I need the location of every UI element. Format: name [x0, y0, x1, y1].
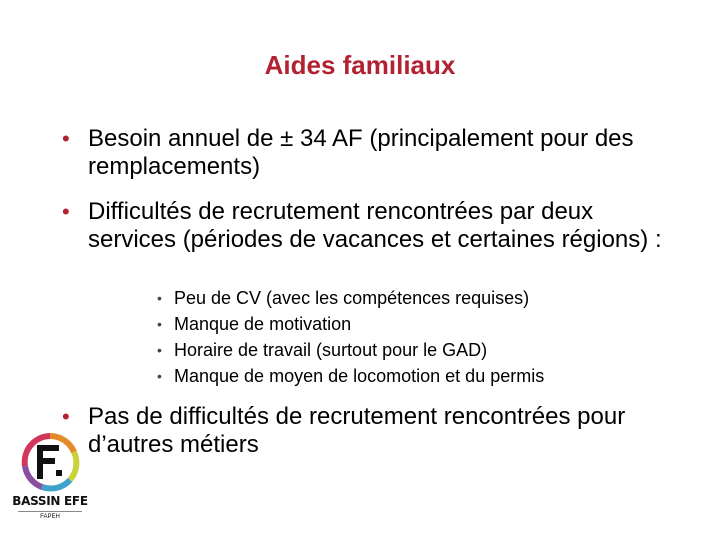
- bullet-text: Pas de difficultés de recrutement rencontrées pour d’autres métiers: [88, 403, 626, 458]
- sub-bullet-text: Manque de moyen de locomotion et du permis: [174, 366, 545, 386]
- sub-bullet-item: [157, 311, 674, 337]
- sub-bullet-item: [157, 285, 674, 311]
- sub-bullet-item: [157, 363, 674, 389]
- bassin-efe-logo: [12, 430, 88, 524]
- bullet-text: Difficultés de recrutement rencontrées par deux services (périodes de vacances et certaines régions) :: [88, 198, 662, 253]
- bullet-dot-icon: •: [157, 342, 162, 358]
- bullet-text: Besoin annuel de ± 34 AF (principalement pour des remplacements): [88, 125, 634, 180]
- bullet-dot-icon: •: [157, 368, 162, 384]
- slide-title: Aides familiaux: [264, 50, 456, 80]
- sub-bullet-text: Horaire de travail (surtout pour le GAD): [174, 340, 488, 360]
- logo-ring-icon: [12, 430, 88, 494]
- bullet-dot-icon: •: [157, 316, 162, 332]
- bullet-item: [62, 198, 678, 254]
- bullet-dot-icon: •: [62, 199, 70, 224]
- sub-bullet-list: [157, 285, 674, 389]
- sub-bullet-item: [157, 337, 674, 363]
- bullet-dot-icon: •: [157, 290, 162, 306]
- bullet-item: [62, 403, 678, 459]
- sub-bullet-text: Peu de CV (avec les compétences requises): [174, 288, 530, 308]
- logo-tagline: FAPEH: [40, 514, 60, 520]
- sub-bullet-text: Manque de motivation: [174, 314, 352, 334]
- bullet-dot-icon: •: [62, 126, 70, 151]
- logo-name: BASSIN EFE: [12, 494, 88, 508]
- bullet-item: [62, 125, 678, 181]
- bullet-dot-icon: •: [62, 404, 70, 429]
